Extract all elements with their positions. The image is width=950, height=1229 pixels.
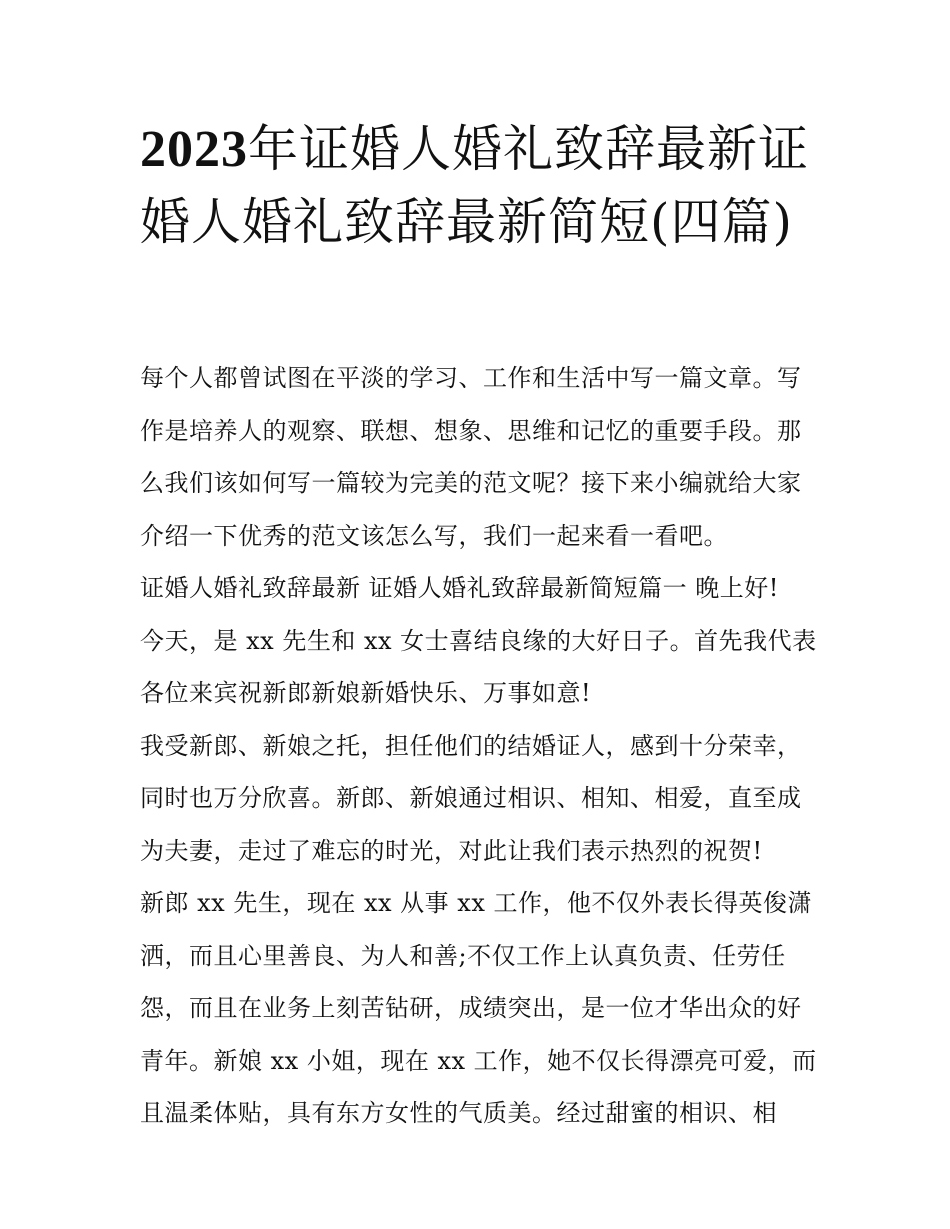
body-line: 证婚人婚礼致辞最新 证婚人婚礼致辞最新简短篇一 晚上好! xyxy=(140,574,779,602)
body-line: 么我们该如何写一篇较为完美的范文呢？接下来小编就给大家 xyxy=(140,469,802,497)
title-year: 2023 xyxy=(140,121,248,178)
body-line: 同时也万分欣喜。新郎、新娘通过相识、相知、相爱，直至成 xyxy=(140,784,802,812)
title-text: 年证婚人婚礼致辞最新证婚人婚礼致辞最新简短(四篇) xyxy=(140,120,809,251)
body-line: 作是培养人的观察、联想、想象、思维和记忆的重要手段。那 xyxy=(140,416,802,445)
body-line: 各位来宾祝新郎新娘新婚快乐、万事如意! xyxy=(140,679,592,707)
body-line: 介绍一下优秀的范文该怎么写，我们一起来看一看吧。 xyxy=(140,521,728,550)
body-line: 今天，是 xx 先生和 xx 女士喜结良缘的大好日子。首先我代表 xyxy=(140,626,817,655)
document-title xyxy=(140,113,820,259)
body-line: 且温柔体贴，具有东方女性的气质美。经过甜蜜的相识、相 xyxy=(140,1099,777,1127)
body-line: 每个人都曾试图在平淡的学习、工作和生活中写一篇文章。写 xyxy=(140,364,802,392)
document-body xyxy=(140,352,820,1140)
body-line: 我受新郎、新娘之托，担任他们的结婚证人，感到十分荣幸， xyxy=(140,731,802,760)
body-line: 怨，而且在业务上刻苦钻研，成绩突出，是一位才华出众的好 xyxy=(140,994,802,1022)
body-line: 为夫妻，走过了难忘的时光，对此让我们表示热烈的祝贺! xyxy=(140,836,763,865)
body-line: 洒，而且心里善良、为人和善;不仅工作上认真负责、任劳任 xyxy=(140,941,786,970)
body-line: 青年。新娘 xx 小姐，现在 xx 工作，她不仅长得漂亮可爱，而 xyxy=(140,1046,817,1075)
body-line: 新郎 xx 先生，现在 xx 从事 xx 工作，他不仅外表长得英俊潇 xyxy=(140,889,812,917)
